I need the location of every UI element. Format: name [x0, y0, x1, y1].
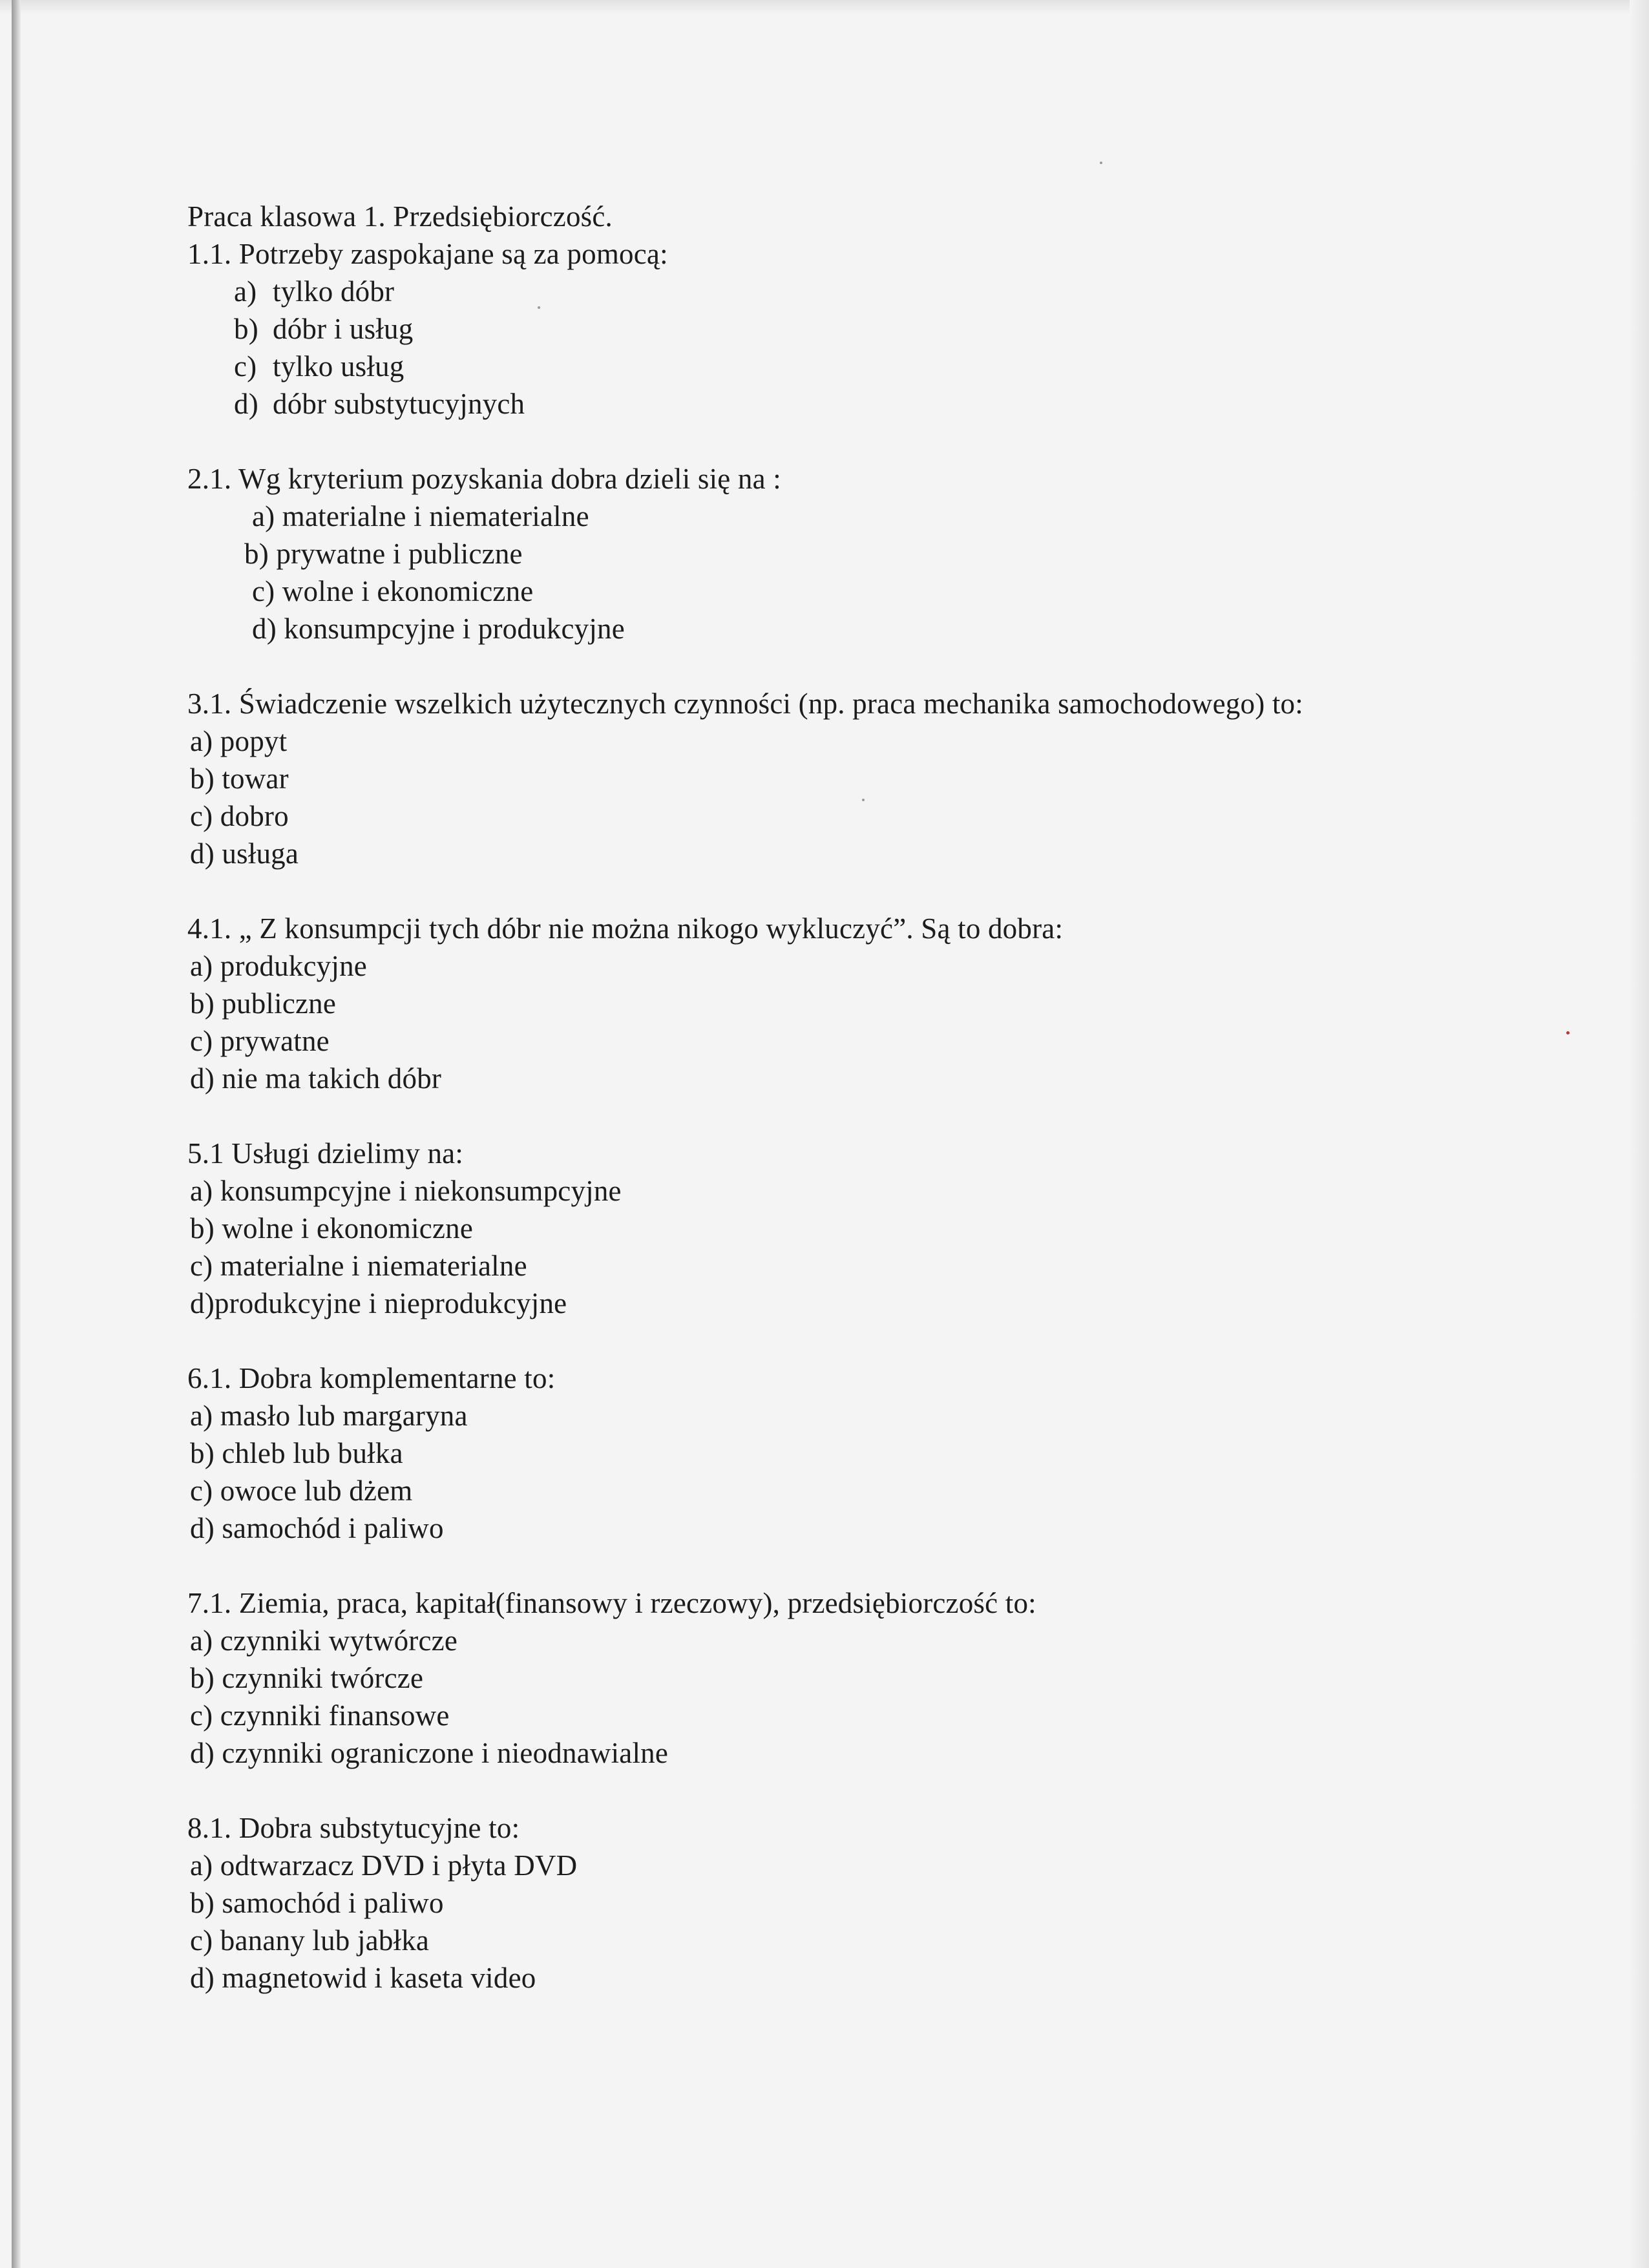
question-2 [187, 460, 1544, 647]
option-text: dóbr substytucyjnych [273, 388, 525, 420]
spacer [187, 1097, 1544, 1135]
answer-option: c) materialne i niematerialne [190, 1250, 527, 1282]
option-letter: b) [234, 313, 258, 345]
spacer [187, 1322, 1544, 1360]
answer-option: c) czynniki finansowe [190, 1699, 450, 1732]
answer-option: d) samochód i paliwo [190, 1512, 444, 1544]
exam-page [187, 198, 1544, 1997]
answer-option: a) czynniki wytwórcze [190, 1624, 458, 1657]
answer-option: d) nie ma takich dóbr [190, 1062, 442, 1095]
option-letter: a) [234, 275, 257, 308]
answer-option: b) towar [190, 762, 289, 795]
document-title: Praca klasowa 1. Przedsiębiorczość. [187, 200, 613, 233]
answer-options [187, 1622, 1544, 1772]
answer-option: b) wolne i ekonomiczne [190, 1212, 474, 1244]
answer-option: d) konsumpcyjne i produkcyjne [252, 613, 625, 645]
answer-option: a) masło lub margaryna [190, 1400, 468, 1432]
answer-option: d) usługa [190, 837, 299, 870]
answer-option: a) konsumpcyjne i niekonsumpcyjne [190, 1175, 622, 1207]
question-text: 3.1. Świadczenie wszelkich użytecznych czynności (np. praca mechanika samochodowego) to: [187, 688, 1303, 720]
answer-option: c) dobro [190, 800, 289, 832]
answer-options [187, 722, 1544, 872]
option-text: tylko dóbr [273, 275, 395, 308]
question-text: 6.1. Dobra komplementarne to: [187, 1362, 556, 1394]
answer-option: b) prywatne i publiczne [244, 538, 523, 570]
option-text: tylko usług [273, 350, 404, 383]
answer-option [234, 273, 1544, 310]
question-6 [187, 1360, 1544, 1547]
answer-option: a) produkcyjne [190, 950, 367, 982]
answer-option [234, 385, 1544, 423]
question-1 [187, 235, 1544, 423]
answer-options [187, 498, 1544, 647]
answer-option: c) owoce lub dżem [190, 1475, 413, 1507]
answer-option: d) magnetowid i kaseta video [190, 1962, 536, 1994]
answer-options [187, 273, 1544, 423]
answer-option: a) popyt [190, 725, 288, 757]
option-text: dóbr i usług [273, 313, 414, 345]
answer-options [187, 1172, 1544, 1322]
question-text: 1.1. Potrzeby zaspokajane są za pomocą: [187, 238, 668, 270]
answer-option: c) prywatne [190, 1025, 330, 1057]
answer-option [234, 348, 1544, 385]
question-text: 4.1. „ Z konsumpcji tych dóbr nie można nikogo wykluczyć”. Są to dobra: [187, 912, 1064, 945]
scan-edge-top [0, 0, 1649, 14]
question-3 [187, 685, 1544, 872]
question-4 [187, 910, 1544, 1097]
question-text: 2.1. Wg kryterium pozyskania dobra dzieli się na : [187, 463, 781, 495]
answer-options [187, 1397, 1544, 1547]
answer-option: a) materialne i niematerialne [252, 500, 589, 532]
answer-option [234, 310, 1544, 348]
answer-option: b) czynniki twórcze [190, 1662, 424, 1694]
question-text: 5.1 Usługi dzielimy na: [187, 1137, 464, 1170]
answer-option: a) odtwarzacz DVD i płyta DVD [190, 1849, 578, 1882]
scan-speck [1100, 162, 1102, 164]
scan-speck [1566, 1031, 1570, 1034]
spacer [187, 647, 1544, 685]
answer-option: c) banany lub jabłka [190, 1924, 430, 1957]
question-8 [187, 1809, 1544, 1997]
question-text: 7.1. Ziemia, praca, kapitał(finansowy i rzeczowy), przedsiębiorczość to: [187, 1587, 1036, 1619]
answer-option: d) czynniki ograniczone i nieodnawialne [190, 1737, 669, 1769]
spacer [187, 872, 1544, 910]
spacer [187, 423, 1544, 460]
answer-options [187, 947, 1544, 1097]
answer-option: b) samochód i paliwo [190, 1887, 444, 1919]
scan-edge-left [12, 0, 21, 2268]
option-letter: c) [234, 350, 257, 383]
spacer [187, 1547, 1544, 1584]
answer-option: b) publiczne [190, 987, 337, 1020]
spacer [187, 1772, 1544, 1809]
scan-edge-right [1630, 0, 1649, 2268]
option-letter: d) [234, 388, 258, 420]
question-5 [187, 1135, 1544, 1322]
answer-option: c) wolne i ekonomiczne [252, 575, 534, 607]
question-7 [187, 1584, 1544, 1772]
answer-options [187, 1847, 1544, 1997]
question-text: 8.1. Dobra substytucyjne to: [187, 1812, 520, 1844]
answer-option: d)produkcyjne i nieprodukcyjne [190, 1287, 567, 1319]
answer-option: b) chleb lub bułka [190, 1437, 403, 1469]
